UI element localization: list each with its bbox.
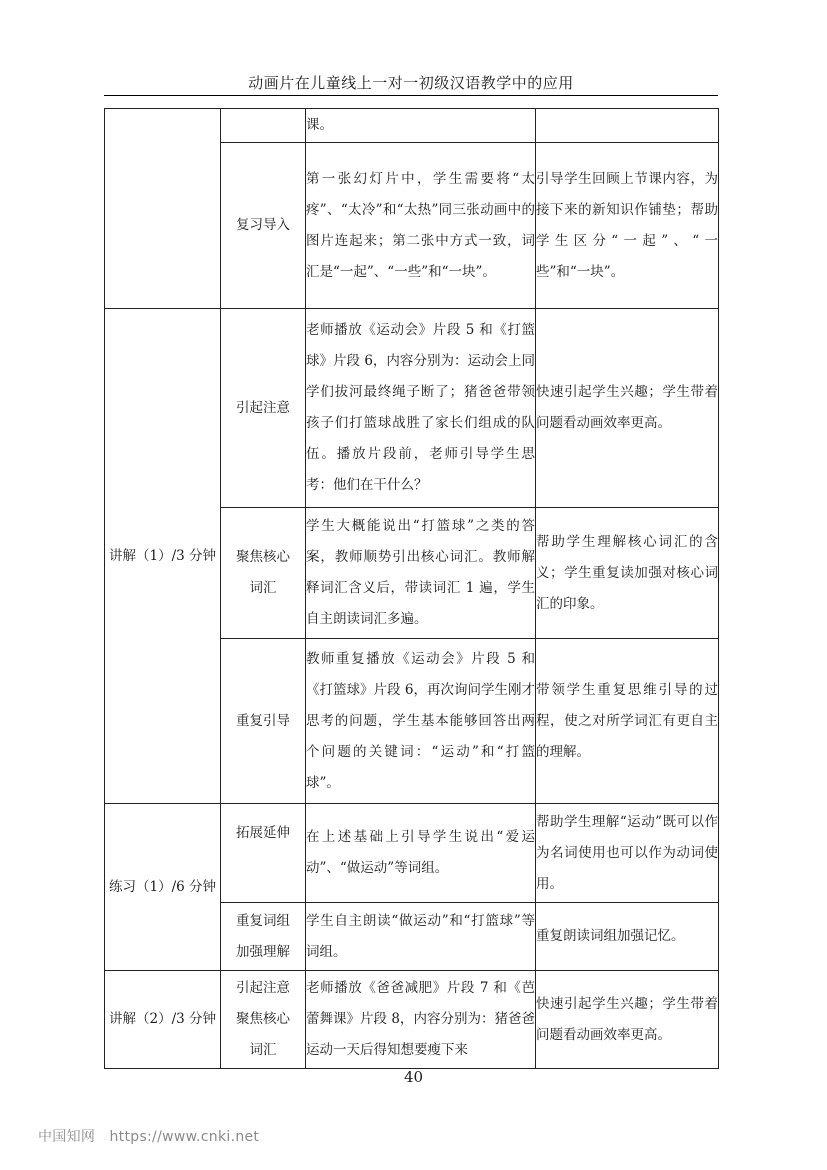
content-cell: 学生自主朗读“做运动”和“打篮球”等词组。: [306, 903, 536, 971]
step-cell: [221, 309, 306, 508]
step-cell: [221, 109, 306, 143]
purpose-cell: 带领学生重复思维引导的过程，使之对所学词汇有更自主的理解。: [536, 639, 719, 804]
step-label: 拓展延伸: [236, 825, 290, 841]
purpose-cell: [536, 109, 719, 143]
step-label: 引起注意: [236, 399, 290, 416]
step-cell: [221, 143, 306, 309]
content-cell: 第一张幻灯片中，学生需要将“太疼”、“太冷”和“太热”同三张动画中的图片连起来；第二张中方式一致，词汇是“一起”、“一些”和“一块”。: [306, 143, 536, 309]
step-label: 重复引导: [236, 712, 290, 729]
step-cell: [221, 903, 306, 971]
content-cell: 教师重复播放《运动会》片段 5 和《打篮球》片段 6，再次询问学生刚才思考的问题，学生基本能够回答出两个问题的关键词：“运动”和“打篮球”。: [306, 639, 536, 804]
step-cell: [221, 639, 306, 804]
content-cell: 学生大概能说出“打篮球”之类的答案，教师顺势引出核心词汇。教师解释词汇含义后，带读词汇 1 遍，学生自主朗读词汇多遍。: [306, 508, 536, 639]
lesson-plan-table: [104, 108, 719, 1069]
cnki-watermark: 中国知网 https://www.cnki.net: [38, 1129, 260, 1145]
purpose-cell: 帮助学生理解“运动”既可以作为名词使用也可以作为动词使用。: [536, 804, 719, 903]
content-cell: 课。: [306, 109, 536, 143]
step-cell: [221, 508, 306, 639]
purpose-cell: 重复朗读词组加强记忆。: [536, 903, 719, 971]
purpose-cell: 引导学生回顾上节课内容，为接下来的新知识作铺垫；帮助学生区分“一起”、“一些”和“一块”。: [536, 143, 719, 309]
phase-cell: 练习（1）/6 分钟: [105, 804, 221, 971]
phase-cell: 讲解（2）/3 分钟: [105, 971, 221, 1069]
table-row: [105, 309, 719, 508]
running-header: 动画片在儿童线上一对一初级汉语教学中的应用: [248, 74, 574, 92]
content-cell: 老师播放《爸爸减肥》片段 7 和《芭蕾舞课》片段 8，内容分别为：猪爸爸运动一天后得知想要瘦下来: [306, 971, 536, 1069]
header-rule: [104, 95, 718, 96]
purpose-cell: 快速引起学生兴趣；学生带着问题看动画效率更高。: [536, 309, 719, 508]
step-label: 复习导入: [236, 217, 290, 233]
purpose-cell: 帮助学生理解核心词汇的含义；学生重复读加强对核心词汇的印象。: [536, 508, 719, 639]
page-number: 40: [403, 1068, 424, 1086]
step-label: 重复词组 加强理解: [236, 912, 290, 960]
content-cell: 在上述基础上引导学生说出“爱运动”、“做运动”等词组。: [306, 804, 536, 903]
step-cell: [221, 804, 306, 903]
table-row: [105, 804, 719, 903]
phase-cell: 讲解（1）/3 分钟: [105, 309, 221, 804]
purpose-cell: 快速引起学生兴趣；学生带着问题看动画效率更高。: [536, 971, 719, 1069]
step-label: 聚焦核心 词汇: [236, 549, 290, 596]
step-label: 引起注意 聚焦核心 词汇: [236, 980, 290, 1058]
table-row: [105, 109, 719, 143]
content-cell: 老师播放《运动会》片段 5 和《打篮球》片段 6，内容分别为：运动会上同学们拔河最终绳子断了；猪爸爸带领孩子们打篮球战胜了家长们组成的队伍。播放片段前，老师引导学生思考：他们在干什么？: [306, 309, 536, 508]
table-row: [105, 971, 719, 1069]
step-cell: [221, 971, 306, 1069]
phase-cell: [105, 109, 221, 309]
